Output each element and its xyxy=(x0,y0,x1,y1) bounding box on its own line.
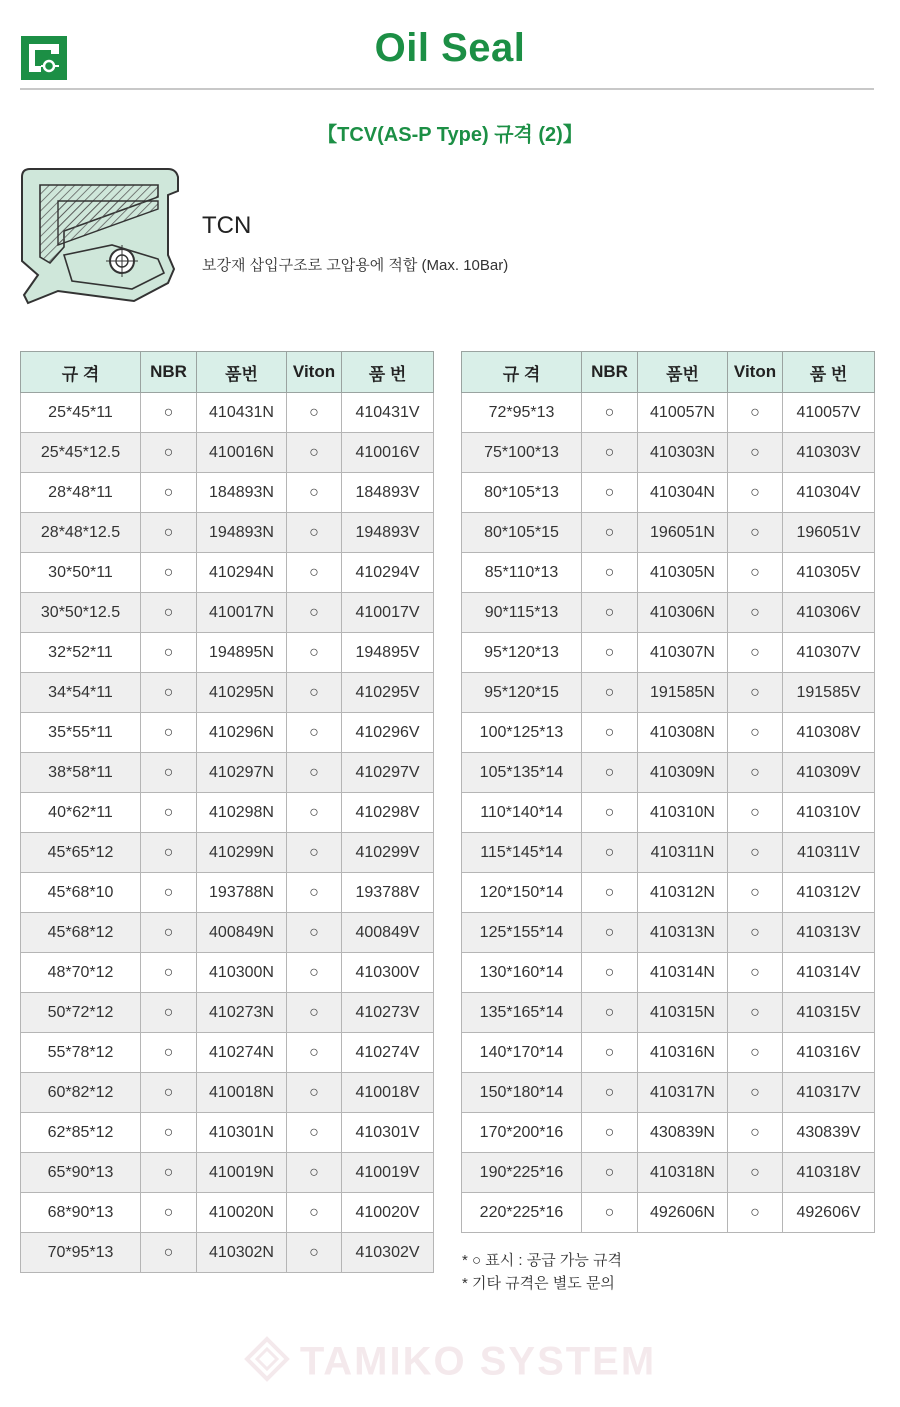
table-row xyxy=(462,833,875,873)
section-subtitle: 【TCV(AS-P Type) 규격 (2)】 xyxy=(317,124,583,146)
viton-availability-cell: ○ xyxy=(287,553,342,593)
nbr-availability-cell: ○ xyxy=(582,473,638,513)
size-cell: 50*72*12 xyxy=(21,993,141,1033)
viton-part-number-cell: 410317V xyxy=(783,1073,875,1113)
nbr-part-number-cell: 410312N xyxy=(638,873,728,913)
table-row xyxy=(462,953,875,993)
nbr-availability-cell: ○ xyxy=(582,673,638,713)
nbr-part-number-cell: 410019N xyxy=(197,1153,287,1193)
table-row xyxy=(462,473,875,513)
viton-part-number-cell: 410306V xyxy=(783,593,875,633)
header-viton: Viton xyxy=(287,352,342,393)
size-cell: 90*115*13 xyxy=(462,593,582,633)
table-row xyxy=(21,1193,434,1233)
viton-availability-cell: ○ xyxy=(728,913,783,953)
viton-availability-cell: ○ xyxy=(728,993,783,1033)
nbr-availability-cell: ○ xyxy=(582,1073,638,1113)
size-cell: 220*225*16 xyxy=(462,1193,582,1233)
nbr-availability-cell: ○ xyxy=(141,433,197,473)
nbr-availability-cell: ○ xyxy=(141,393,197,433)
nbr-availability-cell: ○ xyxy=(582,793,638,833)
size-cell: 34*54*11 xyxy=(21,673,141,713)
size-cell: 190*225*16 xyxy=(462,1153,582,1193)
table-row xyxy=(462,553,875,593)
viton-part-number-cell: 410016V xyxy=(342,433,434,473)
table-row xyxy=(462,753,875,793)
table-header-row xyxy=(462,352,875,393)
nbr-part-number-cell: 410303N xyxy=(638,433,728,473)
nbr-availability-cell: ○ xyxy=(582,953,638,993)
nbr-part-number-cell: 410307N xyxy=(638,633,728,673)
table-row xyxy=(21,1233,434,1273)
table-row xyxy=(21,993,434,1033)
size-cell: 65*90*13 xyxy=(21,1153,141,1193)
nbr-part-number-cell: 410305N xyxy=(638,553,728,593)
table-row xyxy=(21,513,434,553)
nbr-part-number-cell: 410017N xyxy=(197,593,287,633)
nbr-availability-cell: ○ xyxy=(582,753,638,793)
size-cell: 28*48*12.5 xyxy=(21,513,141,553)
nbr-part-number-cell: 410431N xyxy=(197,393,287,433)
viton-availability-cell: ○ xyxy=(728,393,783,433)
viton-part-number-cell: 410018V xyxy=(342,1073,434,1113)
size-cell: 80*105*13 xyxy=(462,473,582,513)
viton-part-number-cell: 410307V xyxy=(783,633,875,673)
nbr-part-number-cell: 410302N xyxy=(197,1233,287,1273)
table-row xyxy=(462,873,875,913)
size-cell: 95*120*13 xyxy=(462,633,582,673)
table-row xyxy=(21,1153,434,1193)
nbr-part-number-cell: 410300N xyxy=(197,953,287,993)
nbr-availability-cell: ○ xyxy=(582,513,638,553)
viton-part-number-cell: 410297V xyxy=(342,753,434,793)
viton-part-number-cell: 184893V xyxy=(342,473,434,513)
size-cell: 25*45*12.5 xyxy=(21,433,141,473)
size-cell: 28*48*11 xyxy=(21,473,141,513)
viton-part-number-cell: 193788V xyxy=(342,873,434,913)
size-cell: 35*55*11 xyxy=(21,713,141,753)
viton-availability-cell: ○ xyxy=(728,433,783,473)
header-nbr-part-no: 품번 xyxy=(197,352,287,393)
viton-availability-cell: ○ xyxy=(728,673,783,713)
viton-part-number-cell: 410316V xyxy=(783,1033,875,1073)
nbr-part-number-cell: 410315N xyxy=(638,993,728,1033)
size-cell: 105*135*14 xyxy=(462,753,582,793)
header-size: 규 격 xyxy=(21,352,141,393)
size-cell: 95*120*15 xyxy=(462,673,582,713)
nbr-part-number-cell: 410311N xyxy=(638,833,728,873)
table-row xyxy=(462,673,875,713)
viton-availability-cell: ○ xyxy=(728,593,783,633)
product-description: 보강재 삽입구조로 고압용에 적합 (Max. 10Bar) xyxy=(202,257,509,274)
nbr-part-number-cell: 196051N xyxy=(638,513,728,553)
nbr-availability-cell: ○ xyxy=(141,833,197,873)
watermark xyxy=(0,1336,900,1392)
nbr-part-number-cell: 410306N xyxy=(638,593,728,633)
viton-availability-cell: ○ xyxy=(287,473,342,513)
viton-availability-cell: ○ xyxy=(728,753,783,793)
viton-part-number-cell: 410304V xyxy=(783,473,875,513)
viton-availability-cell: ○ xyxy=(287,513,342,553)
nbr-availability-cell: ○ xyxy=(582,1193,638,1233)
size-cell: 135*165*14 xyxy=(462,993,582,1033)
size-cell: 48*70*12 xyxy=(21,953,141,993)
viton-part-number-cell: 410019V xyxy=(342,1153,434,1193)
viton-part-number-cell: 410300V xyxy=(342,953,434,993)
nbr-availability-cell: ○ xyxy=(141,1073,197,1113)
nbr-part-number-cell: 410274N xyxy=(197,1033,287,1073)
viton-part-number-cell: 196051V xyxy=(783,513,875,553)
table-row xyxy=(462,593,875,633)
header-size: 규 격 xyxy=(462,352,582,393)
size-cell: 45*68*10 xyxy=(21,873,141,913)
header-viton: Viton xyxy=(728,352,783,393)
viton-availability-cell: ○ xyxy=(287,1033,342,1073)
viton-part-number-cell: 410312V xyxy=(783,873,875,913)
size-cell: 170*200*16 xyxy=(462,1113,582,1153)
viton-part-number-cell: 410315V xyxy=(783,993,875,1033)
nbr-part-number-cell: 410299N xyxy=(197,833,287,873)
table-row xyxy=(21,1073,434,1113)
viton-part-number-cell: 410314V xyxy=(783,953,875,993)
table-row xyxy=(462,713,875,753)
viton-availability-cell: ○ xyxy=(287,713,342,753)
table-row xyxy=(462,1033,875,1073)
nbr-availability-cell: ○ xyxy=(582,393,638,433)
viton-availability-cell: ○ xyxy=(728,1113,783,1153)
nbr-part-number-cell: 410296N xyxy=(197,713,287,753)
spec-table-right xyxy=(461,351,875,1233)
viton-availability-cell: ○ xyxy=(287,1193,342,1233)
viton-availability-cell: ○ xyxy=(728,633,783,673)
nbr-availability-cell: ○ xyxy=(141,1033,197,1073)
viton-availability-cell: ○ xyxy=(287,793,342,833)
nbr-availability-cell: ○ xyxy=(141,633,197,673)
nbr-availability-cell: ○ xyxy=(141,673,197,713)
nbr-part-number-cell: 191585N xyxy=(638,673,728,713)
size-cell: 72*95*13 xyxy=(462,393,582,433)
viton-part-number-cell: 191585V xyxy=(783,673,875,713)
nbr-part-number-cell: 410016N xyxy=(197,433,287,473)
viton-availability-cell: ○ xyxy=(287,833,342,873)
table-row xyxy=(462,793,875,833)
table-row xyxy=(21,633,434,673)
viton-part-number-cell: 194893V xyxy=(342,513,434,553)
viton-availability-cell: ○ xyxy=(287,993,342,1033)
nbr-availability-cell: ○ xyxy=(141,473,197,513)
footnote-availability: * ○ 표시 : 공급 가능 규격 xyxy=(462,1252,622,1269)
table-row xyxy=(462,633,875,673)
size-cell: 38*58*11 xyxy=(21,753,141,793)
page-title: Oil Seal xyxy=(374,26,526,70)
size-cell: 100*125*13 xyxy=(462,713,582,753)
nbr-availability-cell: ○ xyxy=(141,713,197,753)
table-row xyxy=(21,473,434,513)
size-cell: 115*145*14 xyxy=(462,833,582,873)
viton-part-number-cell: 410274V xyxy=(342,1033,434,1073)
title-divider xyxy=(20,88,874,90)
nbr-part-number-cell: 410308N xyxy=(638,713,728,753)
table-row xyxy=(462,913,875,953)
header-nbr-part-no: 품번 xyxy=(638,352,728,393)
viton-availability-cell: ○ xyxy=(728,713,783,753)
viton-availability-cell: ○ xyxy=(728,873,783,913)
viton-part-number-cell: 492606V xyxy=(783,1193,875,1233)
viton-availability-cell: ○ xyxy=(287,633,342,673)
size-cell: 55*78*12 xyxy=(21,1033,141,1073)
nbr-part-number-cell: 410298N xyxy=(197,793,287,833)
table-row xyxy=(21,913,434,953)
viton-part-number-cell: 410296V xyxy=(342,713,434,753)
nbr-availability-cell: ○ xyxy=(582,1033,638,1073)
size-cell: 75*100*13 xyxy=(462,433,582,473)
table-row xyxy=(21,673,434,713)
nbr-part-number-cell: 194895N xyxy=(197,633,287,673)
nbr-availability-cell: ○ xyxy=(582,1153,638,1193)
spec-table-left xyxy=(20,351,434,1273)
nbr-availability-cell: ○ xyxy=(141,513,197,553)
table-row xyxy=(462,393,875,433)
nbr-part-number-cell: 410301N xyxy=(197,1113,287,1153)
viton-part-number-cell: 410295V xyxy=(342,673,434,713)
viton-availability-cell: ○ xyxy=(287,1233,342,1273)
nbr-availability-cell: ○ xyxy=(141,753,197,793)
viton-availability-cell: ○ xyxy=(287,393,342,433)
table-row xyxy=(21,833,434,873)
viton-part-number-cell: 410301V xyxy=(342,1113,434,1153)
viton-availability-cell: ○ xyxy=(728,953,783,993)
nbr-part-number-cell: 410309N xyxy=(638,753,728,793)
viton-part-number-cell: 410057V xyxy=(783,393,875,433)
nbr-part-number-cell: 410057N xyxy=(638,393,728,433)
viton-part-number-cell: 194895V xyxy=(342,633,434,673)
nbr-part-number-cell: 410294N xyxy=(197,553,287,593)
size-cell: 125*155*14 xyxy=(462,913,582,953)
oil-seal-cross-section-image xyxy=(18,165,188,307)
product-code: TCN xyxy=(202,212,252,239)
table-row xyxy=(462,513,875,553)
viton-part-number-cell: 410311V xyxy=(783,833,875,873)
viton-part-number-cell: 410294V xyxy=(342,553,434,593)
size-cell: 25*45*11 xyxy=(21,393,141,433)
nbr-availability-cell: ○ xyxy=(141,1193,197,1233)
nbr-availability-cell: ○ xyxy=(582,913,638,953)
table-row xyxy=(21,1113,434,1153)
viton-part-number-cell: 410273V xyxy=(342,993,434,1033)
size-cell: 30*50*12.5 xyxy=(21,593,141,633)
viton-part-number-cell: 410302V xyxy=(342,1233,434,1273)
viton-availability-cell: ○ xyxy=(728,513,783,553)
size-cell: 80*105*15 xyxy=(462,513,582,553)
table-row xyxy=(462,1113,875,1153)
table-row xyxy=(462,1193,875,1233)
header-viton-part-no: 품 번 xyxy=(342,352,434,393)
viton-part-number-cell: 410313V xyxy=(783,913,875,953)
viton-part-number-cell: 410318V xyxy=(783,1153,875,1193)
viton-availability-cell: ○ xyxy=(287,873,342,913)
nbr-part-number-cell: 410018N xyxy=(197,1073,287,1113)
nbr-availability-cell: ○ xyxy=(141,993,197,1033)
viton-part-number-cell: 410017V xyxy=(342,593,434,633)
table-row xyxy=(21,1033,434,1073)
nbr-availability-cell: ○ xyxy=(141,553,197,593)
watermark-text: TAMIKO SYSTEM xyxy=(299,1339,657,1384)
nbr-availability-cell: ○ xyxy=(141,1233,197,1273)
nbr-availability-cell: ○ xyxy=(141,793,197,833)
size-cell: 85*110*13 xyxy=(462,553,582,593)
nbr-part-number-cell: 410314N xyxy=(638,953,728,993)
size-cell: 30*50*11 xyxy=(21,553,141,593)
size-cell: 68*90*13 xyxy=(21,1193,141,1233)
nbr-part-number-cell: 400849N xyxy=(197,913,287,953)
nbr-part-number-cell: 184893N xyxy=(197,473,287,513)
viton-availability-cell: ○ xyxy=(728,1193,783,1233)
size-cell: 110*140*14 xyxy=(462,793,582,833)
viton-availability-cell: ○ xyxy=(728,833,783,873)
nbr-part-number-cell: 430839N xyxy=(638,1113,728,1153)
header-nbr: NBR xyxy=(582,352,638,393)
size-cell: 45*68*12 xyxy=(21,913,141,953)
table-row xyxy=(21,873,434,913)
viton-part-number-cell: 410305V xyxy=(783,553,875,593)
table-row xyxy=(21,793,434,833)
viton-part-number-cell: 410431V xyxy=(342,393,434,433)
viton-part-number-cell: 410309V xyxy=(783,753,875,793)
viton-availability-cell: ○ xyxy=(728,1073,783,1113)
table-row xyxy=(21,753,434,793)
table-row xyxy=(21,593,434,633)
viton-availability-cell: ○ xyxy=(287,1073,342,1113)
nbr-availability-cell: ○ xyxy=(582,873,638,913)
viton-availability-cell: ○ xyxy=(728,1033,783,1073)
nbr-part-number-cell: 410316N xyxy=(638,1033,728,1073)
table-row xyxy=(21,713,434,753)
header-nbr: NBR xyxy=(141,352,197,393)
viton-part-number-cell: 410298V xyxy=(342,793,434,833)
nbr-part-number-cell: 193788N xyxy=(197,873,287,913)
nbr-availability-cell: ○ xyxy=(141,913,197,953)
nbr-availability-cell: ○ xyxy=(582,713,638,753)
nbr-availability-cell: ○ xyxy=(582,593,638,633)
nbr-availability-cell: ○ xyxy=(582,993,638,1033)
nbr-availability-cell: ○ xyxy=(582,433,638,473)
viton-availability-cell: ○ xyxy=(287,433,342,473)
nbr-part-number-cell: 492606N xyxy=(638,1193,728,1233)
nbr-part-number-cell: 410313N xyxy=(638,913,728,953)
nbr-part-number-cell: 410295N xyxy=(197,673,287,713)
nbr-availability-cell: ○ xyxy=(582,1113,638,1153)
footnotes xyxy=(462,1249,622,1295)
viton-availability-cell: ○ xyxy=(287,753,342,793)
nbr-part-number-cell: 410273N xyxy=(197,993,287,1033)
table-row xyxy=(462,1153,875,1193)
viton-part-number-cell: 400849V xyxy=(342,913,434,953)
table-row xyxy=(21,433,434,473)
nbr-part-number-cell: 194893N xyxy=(197,513,287,553)
viton-part-number-cell: 410299V xyxy=(342,833,434,873)
viton-part-number-cell: 410020V xyxy=(342,1193,434,1233)
viton-part-number-cell: 430839V xyxy=(783,1113,875,1153)
nbr-availability-cell: ○ xyxy=(141,873,197,913)
viton-availability-cell: ○ xyxy=(287,593,342,633)
nbr-availability-cell: ○ xyxy=(141,1153,197,1193)
header-viton-part-no: 품 번 xyxy=(783,352,875,393)
viton-part-number-cell: 410308V xyxy=(783,713,875,753)
size-cell: 45*65*12 xyxy=(21,833,141,873)
viton-availability-cell: ○ xyxy=(728,473,783,513)
size-cell: 40*62*11 xyxy=(21,793,141,833)
nbr-availability-cell: ○ xyxy=(582,553,638,593)
nbr-part-number-cell: 410020N xyxy=(197,1193,287,1233)
table-row xyxy=(21,553,434,593)
size-cell: 70*95*13 xyxy=(21,1233,141,1273)
size-cell: 120*150*14 xyxy=(462,873,582,913)
table-row xyxy=(462,433,875,473)
viton-availability-cell: ○ xyxy=(287,1153,342,1193)
nbr-part-number-cell: 410310N xyxy=(638,793,728,833)
watermark-logo-icon xyxy=(244,1336,290,1392)
nbr-part-number-cell: 410297N xyxy=(197,753,287,793)
viton-availability-cell: ○ xyxy=(728,553,783,593)
viton-availability-cell: ○ xyxy=(728,1153,783,1193)
size-cell: 150*180*14 xyxy=(462,1073,582,1113)
viton-availability-cell: ○ xyxy=(287,673,342,713)
nbr-part-number-cell: 410318N xyxy=(638,1153,728,1193)
viton-availability-cell: ○ xyxy=(287,1113,342,1153)
table-header-row xyxy=(21,352,434,393)
nbr-availability-cell: ○ xyxy=(582,833,638,873)
viton-availability-cell: ○ xyxy=(287,953,342,993)
viton-availability-cell: ○ xyxy=(287,913,342,953)
size-cell: 140*170*14 xyxy=(462,1033,582,1073)
viton-availability-cell: ○ xyxy=(728,793,783,833)
footnote-inquiry: * 기타 규격은 별도 문의 xyxy=(462,1275,615,1292)
nbr-availability-cell: ○ xyxy=(141,1113,197,1153)
table-row xyxy=(462,993,875,1033)
table-row xyxy=(21,393,434,433)
size-cell: 130*160*14 xyxy=(462,953,582,993)
nbr-availability-cell: ○ xyxy=(141,593,197,633)
viton-part-number-cell: 410303V xyxy=(783,433,875,473)
nbr-part-number-cell: 410304N xyxy=(638,473,728,513)
size-cell: 60*82*12 xyxy=(21,1073,141,1113)
nbr-part-number-cell: 410317N xyxy=(638,1073,728,1113)
nbr-availability-cell: ○ xyxy=(141,953,197,993)
size-cell: 62*85*12 xyxy=(21,1113,141,1153)
table-row xyxy=(462,1073,875,1113)
table-row xyxy=(21,953,434,993)
nbr-availability-cell: ○ xyxy=(582,633,638,673)
size-cell: 32*52*11 xyxy=(21,633,141,673)
viton-part-number-cell: 410310V xyxy=(783,793,875,833)
